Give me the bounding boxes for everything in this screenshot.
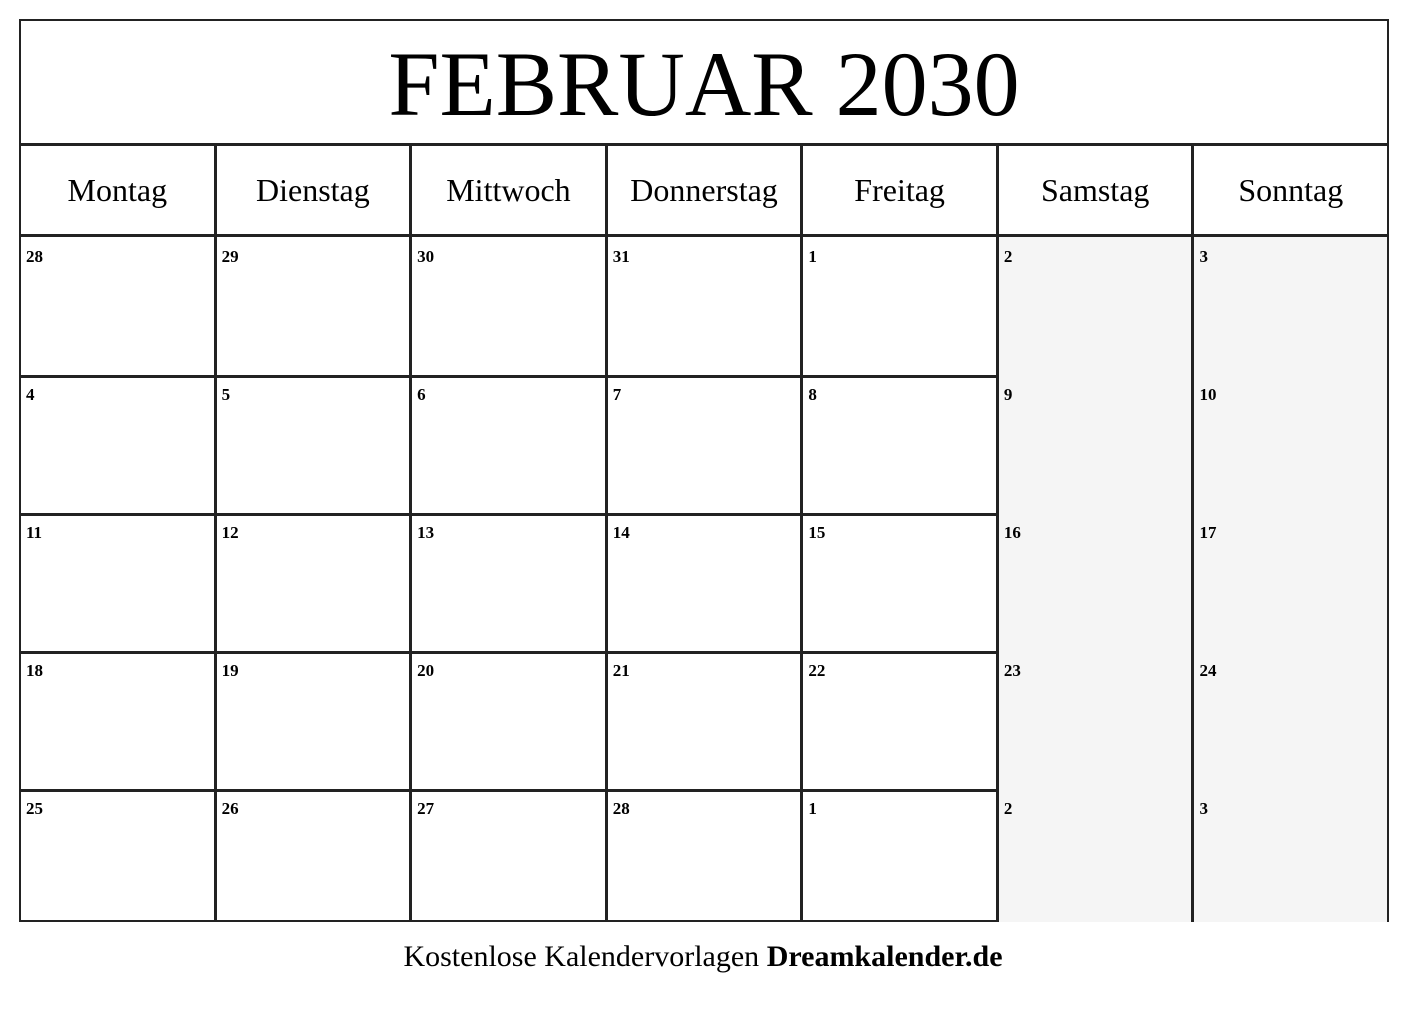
day-cell <box>217 651 413 789</box>
day-cell <box>803 513 999 651</box>
calendar-grid <box>21 146 1387 920</box>
day-number: 28 <box>26 247 43 266</box>
weekday-header: Freitag <box>803 146 999 234</box>
day-cell <box>21 513 217 651</box>
day-number: 13 <box>417 523 435 542</box>
day-cell <box>412 789 608 922</box>
day-cell <box>412 651 608 789</box>
day-cell <box>803 789 999 922</box>
day-number: 28 <box>612 799 630 818</box>
calendar-title: FEBRUAR 2030 <box>388 33 1020 135</box>
day-number: 11 <box>26 523 43 542</box>
day-number: 29 <box>221 247 239 266</box>
day-cell <box>608 789 804 922</box>
weekend-day-cell <box>999 513 1195 651</box>
day-number: 1 <box>808 799 817 818</box>
day-cell <box>803 237 999 375</box>
week-row <box>21 789 1387 922</box>
week-row <box>21 375 1387 516</box>
day-number: 2 <box>1003 799 1013 818</box>
day-cell <box>608 513 804 651</box>
week-row <box>21 237 1387 378</box>
day-cell <box>803 651 999 789</box>
day-cell <box>217 789 413 922</box>
week-row <box>21 651 1387 792</box>
day-number: 14 <box>612 523 630 542</box>
day-number: 25 <box>26 799 43 818</box>
day-number: 30 <box>417 247 435 266</box>
footer-brand-link[interactable]: Dreamkalender.de <box>766 940 1003 973</box>
footer <box>0 940 1406 974</box>
weekday-header: Mittwoch <box>412 146 608 234</box>
day-number: 9 <box>1003 385 1013 404</box>
day-number: 31 <box>612 247 630 266</box>
day-number: 17 <box>1199 523 1217 542</box>
day-number: 16 <box>1003 523 1021 542</box>
weekday-header-row <box>21 146 1387 237</box>
day-number: 20 <box>417 661 435 680</box>
day-number: 19 <box>221 661 239 680</box>
day-number: 10 <box>1199 385 1217 404</box>
weekday-header: Dienstag <box>217 146 413 234</box>
day-number: 22 <box>808 661 826 680</box>
day-number: 1 <box>808 247 817 266</box>
day-number: 3 <box>1199 247 1208 266</box>
day-number: 27 <box>417 799 435 818</box>
day-number: 5 <box>221 385 231 404</box>
day-cell <box>21 789 217 922</box>
day-cell <box>21 651 217 789</box>
day-number: 6 <box>417 385 426 404</box>
day-number: 15 <box>808 523 826 542</box>
weekend-day-cell <box>1194 789 1387 922</box>
day-number: 2 <box>1003 247 1013 266</box>
day-cell <box>608 237 804 375</box>
day-cell <box>21 375 217 513</box>
day-number: 4 <box>26 385 35 404</box>
day-number: 23 <box>1003 661 1021 680</box>
weekend-day-cell <box>999 651 1195 789</box>
day-cell <box>412 513 608 651</box>
footer-text: Kostenlose Kalendervorlagen <box>403 940 760 973</box>
day-cell <box>217 237 413 375</box>
weekday-header: Donnerstag <box>608 146 804 234</box>
weekend-day-cell <box>1194 375 1387 513</box>
weekend-day-cell <box>999 237 1195 375</box>
day-number: 26 <box>221 799 239 818</box>
weekend-day-cell <box>1194 513 1387 651</box>
day-cell <box>412 237 608 375</box>
day-cell <box>217 375 413 513</box>
day-number: 21 <box>612 661 630 680</box>
day-number: 3 <box>1199 799 1208 818</box>
week-row <box>21 513 1387 654</box>
weekday-header: Samstag <box>999 146 1195 234</box>
calendar <box>19 19 1389 922</box>
day-number: 24 <box>1199 661 1217 680</box>
weekend-day-cell <box>999 375 1195 513</box>
weekday-header: Montag <box>21 146 217 234</box>
weekend-day-cell <box>999 789 1195 922</box>
day-cell <box>608 375 804 513</box>
weekend-day-cell <box>1194 651 1387 789</box>
calendar-title-bar <box>21 21 1387 146</box>
weekend-day-cell <box>1194 237 1387 375</box>
day-number: 18 <box>26 661 43 680</box>
day-cell <box>412 375 608 513</box>
day-number: 8 <box>808 385 817 404</box>
day-number: 12 <box>221 523 239 542</box>
day-number: 7 <box>612 385 622 404</box>
weekday-header: Sonntag <box>1238 171 1344 208</box>
day-cell <box>803 375 999 513</box>
day-cell <box>608 651 804 789</box>
day-cell <box>217 513 413 651</box>
day-cell <box>21 237 217 375</box>
